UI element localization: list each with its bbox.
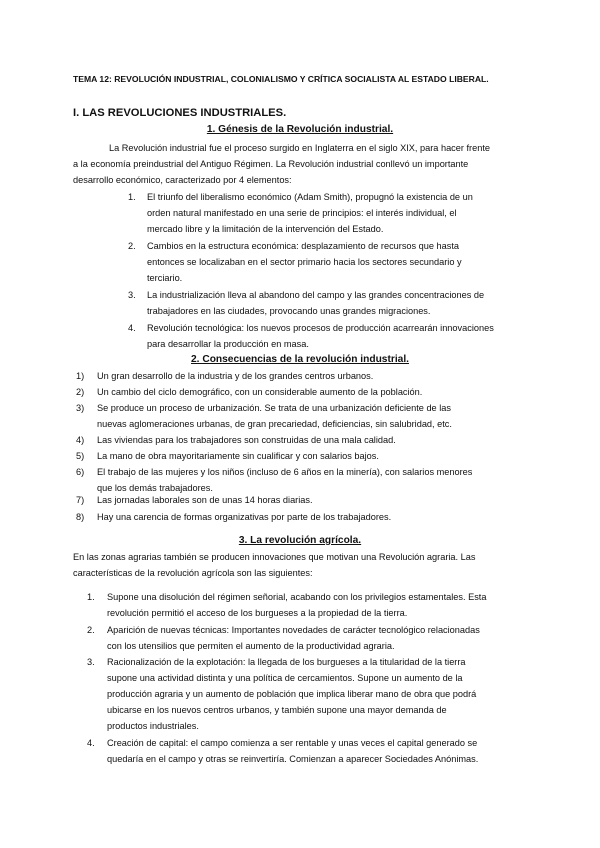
list-item-line: El trabajo de las mujeres y los niños (incluso de 6 años en la minería), con salarios menores [97, 467, 473, 477]
list-number: 5) [76, 451, 85, 461]
list-item-line: revolución permitió el acceso de los burgueses a la propiedad de la tierra. [107, 608, 408, 618]
list-item-line: Aparición de nuevas técnicas: Importantes novedades de carácter tecnológico relacionadas [107, 625, 480, 635]
list-item-line: La mano de obra mayoritariamente sin cualificar y con salarios bajos. [97, 451, 379, 461]
list-number: 1) [76, 371, 85, 381]
document-title: TEMA 12: REVOLUCIÓN INDUSTRIAL, COLONIALISMO Y CRÍTICA SOCIALISTA AL ESTADO LIBERAL. [73, 74, 489, 84]
list-item-line: para desarrollar la producción en masa. [147, 339, 309, 349]
heading-genesis: 1. Génesis de la Revolución industrial. [206, 124, 394, 135]
list-item-line: trabajadores en las ciudades, provocando unas grandes migraciones. [147, 306, 431, 316]
list-item-line: Racionalización de la explotación: la llegada de los burgueses a la titularidad de la tierra [107, 657, 466, 667]
paragraph-line: a la economía preindustrial del Antiguo Régimen. La Revolución industrial conllevó un importante [73, 159, 469, 169]
list-item-line: La industrialización lleva al abandono del campo y las grandes concentraciones de [147, 290, 485, 300]
list-item-line: El triunfo del liberalismo económico (Adam Smith), propugnó la existencia de un [147, 192, 473, 202]
list-number: 4. [87, 738, 95, 748]
list-item-line: supone una actividad distinta y una política de cercamientos. Supone un aumento de la [107, 673, 463, 683]
list-item-line: Supone una disolución del régimen señorial, acabando con los privilegios estamentales. Esta [107, 592, 487, 602]
list-item-line: Creación de capital: el campo comienza a ser rentable y unas veces el capital generado se [107, 738, 478, 748]
paragraph-line: La Revolución industrial fue el proceso surgido en Inglaterra en el siglo XIX, para hacer frente [109, 143, 490, 153]
list-item-line: ubicarse en los nuevos centros urbanos, y también supone una mayor demanda de [107, 705, 447, 715]
list-number: 2. [87, 625, 95, 635]
paragraph-line: características de la revolución agrícola son las siguientes: [73, 568, 313, 578]
heading-revolucion-agricola: 3. La revolución agrícola. [238, 535, 362, 546]
list-item-line: Revolución tecnológica: los nuevos procesos de producción acarrearán innovaciones [147, 323, 494, 333]
list-item-line: Las viviendas para los trabajadores son construidas de una mala calidad. [97, 435, 396, 445]
list-item-line: Un gran desarrollo de la industria y de los grandes centros urbanos. [97, 371, 374, 381]
list-item-line: Hay una carencia de formas organizativas por parte de los trabajadores. [97, 512, 392, 522]
list-item-line: nuevas aglomeraciones urbanas, de gran precariedad, deficiencias, sin salubridad, etc. [97, 419, 452, 429]
list-number: 2) [76, 387, 85, 397]
list-item-line: quedaría en el campo y otras se reinvertiría. Comienzan a aparecer Sociedades Anónimas. [107, 754, 479, 764]
list-item-line: Cambios en la estructura económica: desplazamiento de recursos que hasta [147, 241, 460, 251]
list-number: 8) [76, 512, 85, 522]
heading-consecuencias: 2. Consecuencias de la revolución industrial. [191, 354, 409, 365]
list-item-line: con los utensilios que permiten el aumento de la productividad agraria. [107, 641, 395, 651]
section-heading: I. LAS REVOLUCIONES INDUSTRIALES. [73, 107, 287, 119]
list-item-line: Las jornadas laborales son de unas 14 horas diarias. [97, 495, 313, 505]
list-number: 1. [87, 592, 95, 602]
list-item-line: orden natural manifestado en una serie de principios: el interés individual, el [147, 208, 457, 218]
list-item-line: producción agraria y un aumento de población que implica liberar mano de obra que podrá [107, 689, 477, 699]
list-number: 6) [76, 467, 85, 477]
paragraph-line: En las zonas agrarias también se producen innovaciones que motivan una Revolución agraria. Las [73, 552, 476, 562]
list-number: 2. [128, 241, 136, 251]
list-item-line: Se produce un proceso de urbanización. Se trata de una urbanización deficiente de las [97, 403, 451, 413]
list-item-line: Un cambio del ciclo demográfico, con un considerable aumento de la población. [97, 387, 423, 397]
list-number: 1. [128, 192, 136, 202]
paragraph-line: desarrollo económico, caracterizado por 4 elementos: [73, 175, 292, 185]
list-number: 3) [76, 403, 85, 413]
list-item-line: productos industriales. [107, 721, 199, 731]
list-item-line: terciario. [147, 273, 183, 283]
list-number: 4) [76, 435, 85, 445]
list-number: 3. [87, 657, 95, 667]
list-item-line: que los demás trabajadores. [97, 483, 213, 493]
list-number: 3. [128, 290, 136, 300]
list-number: 7) [76, 495, 85, 505]
list-number: 4. [128, 323, 136, 333]
list-item-line: entonces se localizaban en el sector primario hacia los sectores secundario y [147, 257, 462, 267]
list-item-line: mercado libre y la limitación de la intervención del Estado. [147, 224, 384, 234]
